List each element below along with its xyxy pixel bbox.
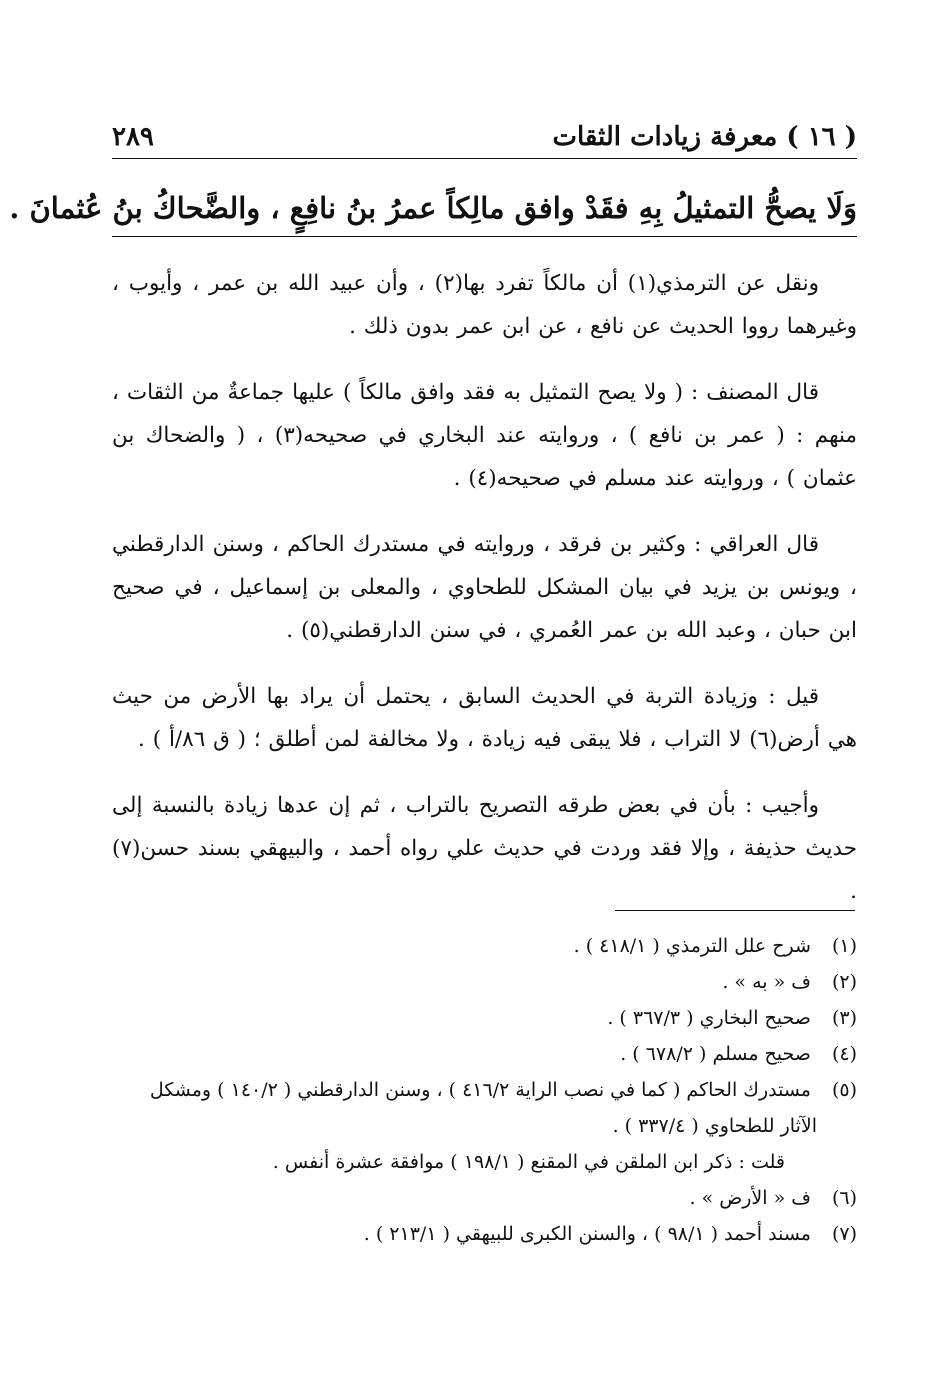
footnotes — [112, 928, 857, 1252]
page-number: ٢٨٩ — [112, 122, 154, 152]
footnote-4 — [112, 1036, 857, 1072]
footnote-3 — [112, 1000, 857, 1036]
paragraph — [112, 675, 857, 761]
footnote-number: (٥) — [831, 1079, 857, 1101]
footnote-text: مستدرك الحاكم ( كما في نصب الراية ٤١٦/٢ ) ، وسنن الدارقطني ( ١٤٠/٢ ) ومشكل — [149, 1079, 811, 1101]
footnote-2 — [112, 964, 857, 1000]
paragraph — [112, 523, 857, 652]
paragraph-text: ونقل عن الترمذي(١) أن مالكاً تفرد بها(٢) ، وأن عبيد الله بن عمر ، وأيوب ، وغيرهما رووا الحديث عن نافع ، عن ابن عمر بدون ذلك . — [112, 271, 857, 339]
footnote-5-remark — [112, 1144, 857, 1180]
footnote-number: (٤) — [831, 1043, 857, 1065]
footnote-text: شرح علل الترمذي ( ٤١٨/١ ) . — [573, 935, 811, 957]
footnote-text: الآثار للطحاوي ( ٣٣٧/٤ ) . — [612, 1115, 817, 1137]
paragraph — [112, 784, 857, 913]
footnote-5-continued — [112, 1108, 857, 1144]
footnote-7 — [112, 1216, 857, 1252]
footnote-text: صحيح البخاري ( ٣٦٧/٣ ) . — [607, 1007, 811, 1029]
footnote-number: (٣) — [831, 1007, 857, 1029]
footnote-text: صحيح مسلم ( ٦٧٨/٢ ) . — [620, 1043, 811, 1065]
footnote-number: (١) — [831, 935, 857, 957]
footnote-number: (٧) — [831, 1223, 857, 1245]
commentary-body — [112, 262, 857, 936]
footnote-separator — [615, 910, 855, 911]
paragraph — [112, 262, 857, 348]
footnote-5 — [112, 1072, 857, 1108]
matn-verse: وَلَا يصحُّ التمثيلُ بِهِ فقَدْ وافق مالِكاً عمرُ بنُ نافِعٍ ، والضَّحاكُ بنُ عُثمانَ . — [112, 180, 857, 237]
paragraph-text: قال المصنف : ( ولا يصح التمثيل به فقد وافق مالكاً ) عليها جماعةٌ من الثقات ، منهم : ( عمر بن نافع ) ، وروايته عند البخاري في صحيحه(٣) ، ( والضحاك بن عثمان ) ، وروايته عند مسلم في صحيحه(٤) . — [112, 380, 858, 491]
footnote-text: ف « الأرض » . — [689, 1187, 811, 1209]
paragraph — [112, 371, 857, 500]
footnote-text: ف « به » . — [722, 971, 811, 993]
footnote-1 — [112, 928, 857, 964]
footnote-text: مسند أحمد ( ٩٨/١ ) ، والسنن الكبرى للبيهقي ( ٢١٣/١ ) . — [363, 1223, 811, 1245]
paragraph-text: قال العراقي : وكثير بن فرقد ، وروايته في مستدرك الحاكم ، وسنن الدارقطني ، ويونس بن يزيد في بيان المشكل للطحاوي ، والمعلى بن إسماعيل ، في صحيح ابن حبان ، وعبد الله بن عمر العُمري ، في سنن الدارقطني(٥) . — [112, 532, 857, 643]
footnote-text: قلت : ذكر ابن الملقن في المقنع ( ١٩٨/١ ) موافقة عشرة أنفس . — [272, 1151, 785, 1173]
footnote-6 — [112, 1180, 857, 1216]
paragraph-text: قيل : وزيادة التربة في الحديث السابق ، يحتمل أن يراد بها الأرض من حيث هي أرض(٦) لا التراب ، فلا يبقى فيه زيادة ، ولا مخالفة لمن أطلق ؛ ( ق ٨٦/أ ) . — [112, 684, 857, 752]
footnote-number: (٢) — [831, 971, 857, 993]
running-header — [112, 118, 857, 159]
paragraph-text: وأجيب : بأن في بعض طرقه التصريح بالتراب ، ثم إن عدها زيادة بالنسبة إلى حديث حذيفة ، وإلا فقد وردت في حديث علي رواه أحمد ، والبيهقي بسند حسن(٧) . — [112, 793, 857, 904]
chapter-title: ( ١٦ ) معرفة زيادات الثقات — [552, 122, 857, 152]
footnote-number: (٦) — [831, 1187, 857, 1209]
